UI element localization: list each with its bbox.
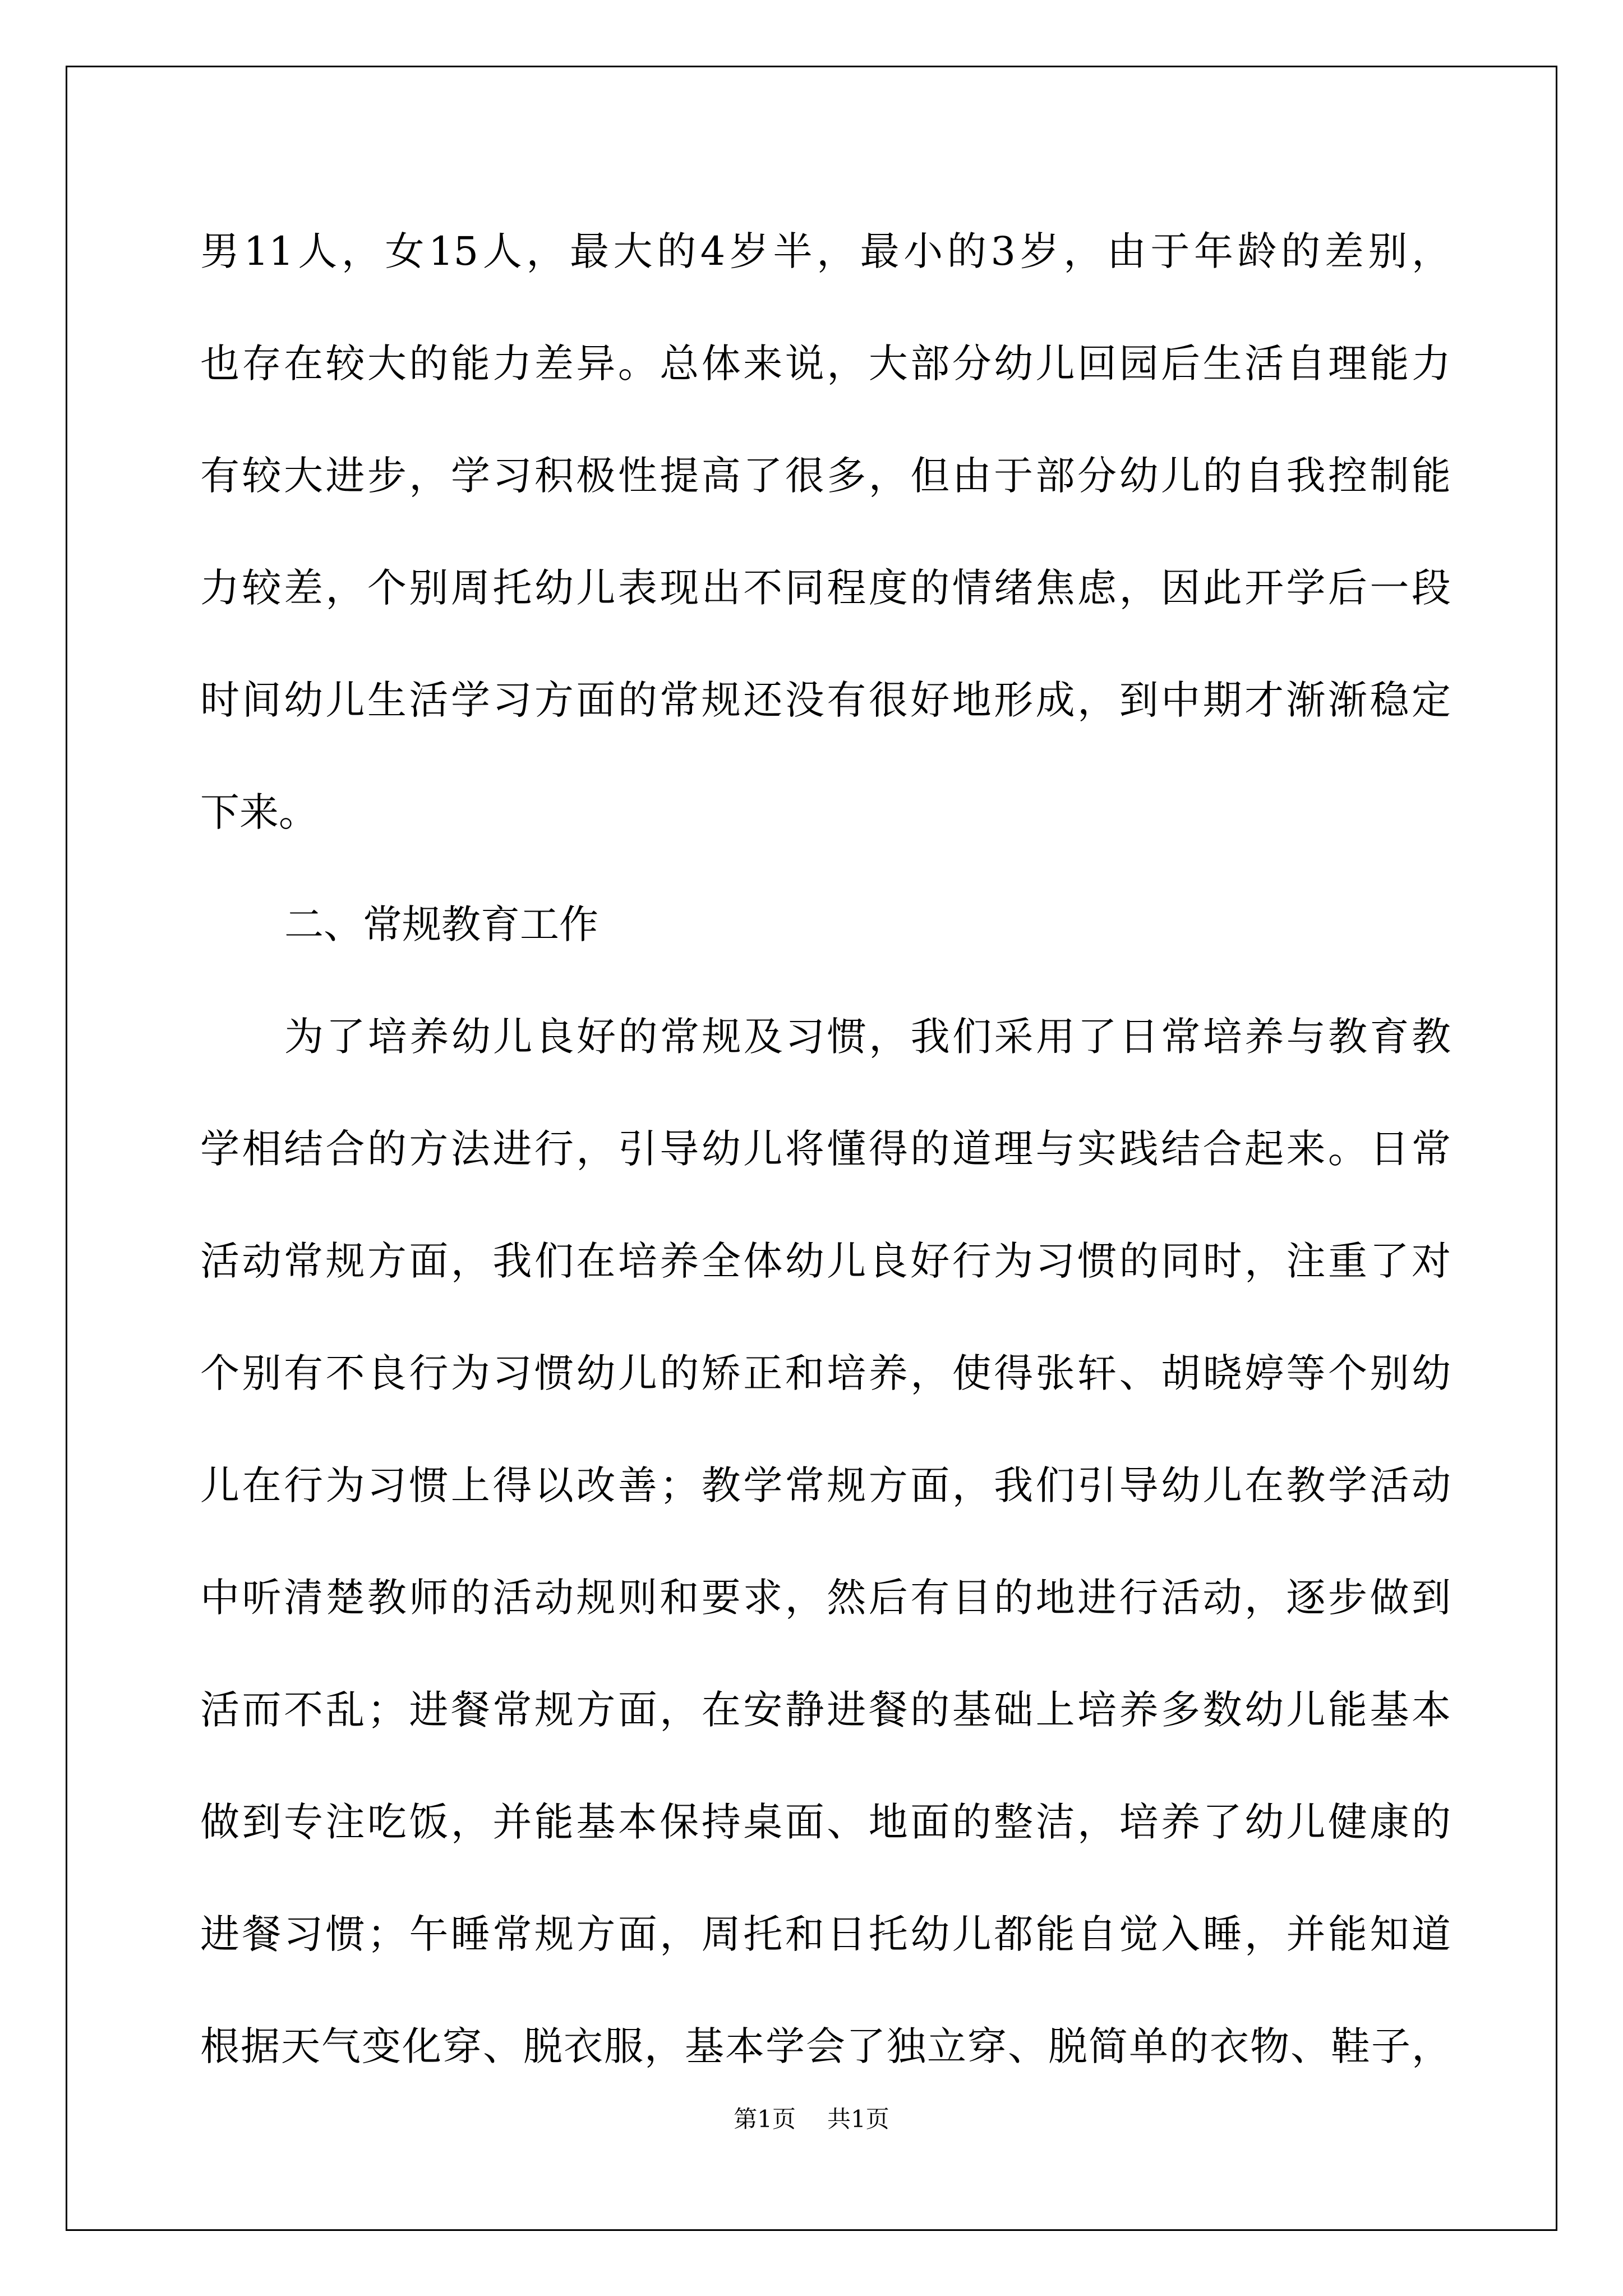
text-line: 力较差，个别周托幼儿表现出不同程度的情绪焦虑，因此开学后一段 xyxy=(200,565,1451,611)
paragraph-first-line: 为了培养幼儿良好的常规及习惯，我们采用了日常培养与教育教 xyxy=(284,1014,1451,1060)
text-line: 根据天气变化穿、脱衣服，基本学会了独立穿、脱简单的衣物、鞋子， xyxy=(200,2023,1451,2069)
text-line: 学相结合的方法进行，引导幼儿将懂得的道理与实践结合起来。日常 xyxy=(200,1126,1451,1172)
text-line: 活动常规方面，我们在培养全体幼儿良好行为习惯的同时，注重了对 xyxy=(200,1238,1451,1284)
text-line: 做到专注吃饭，并能基本保持桌面、地面的整洁，培养了幼儿健康的 xyxy=(200,1799,1451,1845)
page-total: 共1页 xyxy=(827,2105,889,2133)
page-footer xyxy=(0,2101,1623,2134)
text-line: 下来。 xyxy=(200,789,318,835)
page-number: 第1页 xyxy=(734,2105,796,2133)
text-line: 男11人，女15人，最大的4岁半，最小的3岁，由于年龄的差别， xyxy=(200,228,1451,274)
text-line: 个别有不良行为习惯幼儿的矫正和培养，使得张轩、胡晓婷等个别幼 xyxy=(200,1350,1451,1396)
text-line: 进餐习惯；午睡常规方面，周托和日托幼儿都能自觉入睡，并能知道 xyxy=(200,1911,1451,1957)
text-line: 儿在行为习惯上得以改善；教学常规方面，我们引导幼儿在教学活动 xyxy=(200,1462,1451,1508)
section-heading: 二、常规教育工作 xyxy=(284,901,598,947)
text-line: 有较大进步，学习积极性提高了很多，但由于部分幼儿的自我控制能 xyxy=(200,453,1451,499)
text-line: 活而不乱；进餐常规方面，在安静进餐的基础上培养多数幼儿能基本 xyxy=(200,1687,1451,1733)
text-line: 中听清楚教师的活动规则和要求，然后有目的地进行活动，逐步做到 xyxy=(200,1575,1451,1621)
text-line: 时间幼儿生活学习方面的常规还没有很好地形成，到中期才渐渐稳定 xyxy=(200,677,1451,723)
text-line: 也存在较大的能力差异。总体来说，大部分幼儿回园后生活自理能力 xyxy=(200,341,1451,386)
